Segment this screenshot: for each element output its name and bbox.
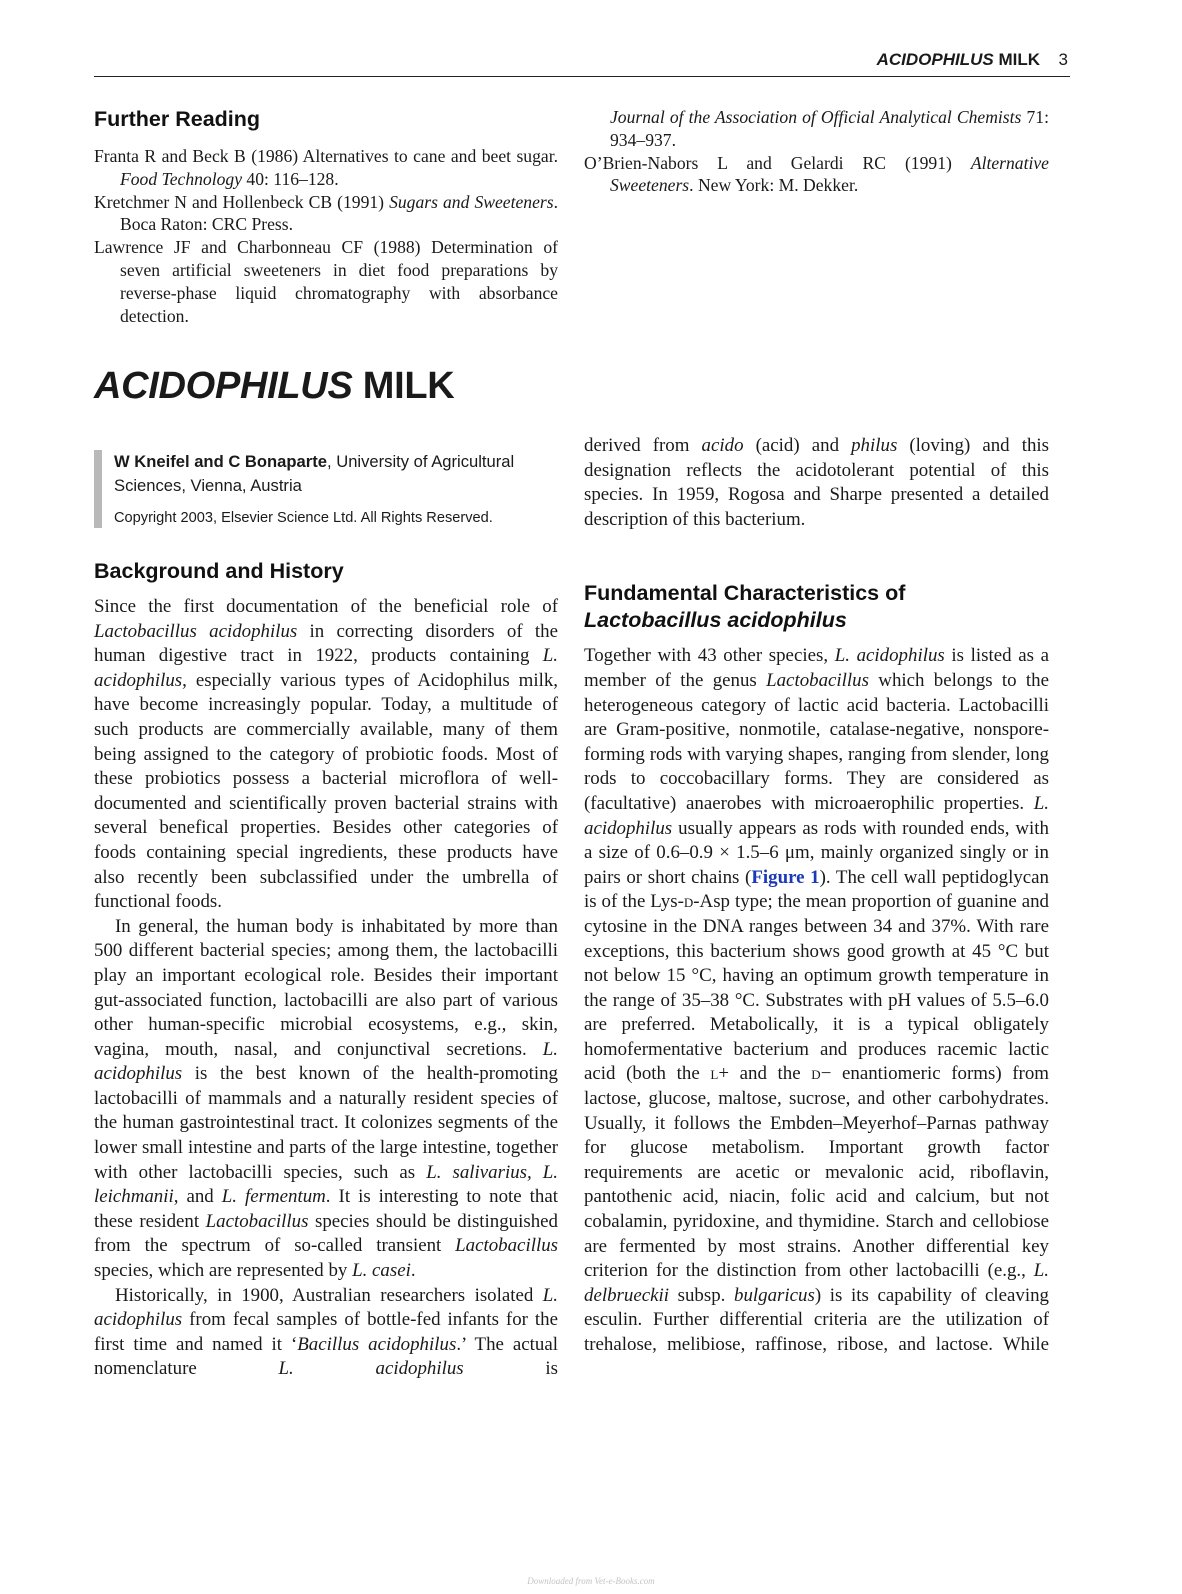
running-head-title: ACIDOPHILUS MILK — [876, 50, 1040, 69]
footer-watermark: Downloaded from Vet-e-Books.com — [527, 1576, 655, 1586]
reference-continuation: Journal of the Association of Official Analytical Chemists 71: 934–937. — [610, 107, 1049, 150]
background-paragraph-3-continuation: derived from acido (acid) and philus (loving) and this designation reflects the acidotolerant potential of this species. In 1959, Rogosa and Sharpe presented a detailed description of this bacterium. — [584, 435, 1049, 530]
right-column — [584, 434, 1049, 1358]
fundamental-heading: Fundamental Characteristics of Lactobacillus acidophilus — [584, 581, 906, 633]
author-names: W Kneifel and C Bonaparte — [114, 452, 327, 471]
background-paragraph-1: Since the first documentation of the beneficial role of Lactobacillus acidophilus in correcting disorders of the human digestive tract in 1922, products containing L. acidophilus, especially various types of Acidophilus milk, have become increasingly popular. Today, a multitude of such products are commercially available, many of them being assigned to the category of probiotic foods. Most of these probiotics possess a bacterial microflora of well-documented and scientifically proven bacterial strains with several benefical properties. Besides other categories of foods containing special ingredients, these products have also recently been subclassified under the umbrella of functional foods. — [94, 596, 558, 913]
reference-item: O’Brien-Nabors L and Gelardi RC (1991) Alternative Sweeteners. New York: M. Dekker. — [584, 152, 1049, 196]
further-reading-right — [584, 106, 1049, 197]
reference-item: Franta R and Beck B (1986) Alternatives to cane and beet sugar. Food Technology 40: 116–128. — [94, 146, 558, 189]
figure-1-link[interactable]: Figure 1 — [751, 866, 820, 888]
background-paragraph-3: Historically, in 1900, Australian researchers isolated L. acidophilus from fecal samples of bottle-fed infants for the first time and named it ‘Bacillus acidophilus.’ The actual nomenclature L. acidophilus is — [94, 1284, 559, 1380]
left-column — [94, 558, 558, 1382]
further-reading-left — [94, 106, 558, 327]
author-block — [94, 450, 574, 528]
further-reading-heading: Further Reading — [94, 107, 261, 131]
fundamental-paragraph-1: Together with 43 other species, L. acidophilus is listed as a member of the genus Lactobacillus which belongs to the heterogeneous category of lactic acid bacteria. Lactobacilli are Gram-positive, nonmotile, catalase-negative, nonspore-forming rods with varying shapes, ranging from slender, long rods to coccobacillary forms. They are considered as (facultative) anaerobes with microaerophilic properties. L. acidophilus usually appears as rods with rounded ends, with a size of 0.6–0.9 × 1.5–6 μm, mainly organized singly or in pairs or short chains (Figure 1). The cell wall peptidoglycan is of the Lys-d-Asp type; the mean proportion of guanine and cytosine in the DNA ranges between 34 and 37%. With rare exceptions, this bacterium shows good growth at 45 °C but not below 15 °C, having an optimum growth temperature in the range of 35–38 °C. Substrates with pH values of 5.5–6.0 are preferred. Metabolically, it is a typical obligately homofermentative bacterium and produces racemic lactic acid (both the l+ and the d− enantiomeric forms) from lactose, glucose, maltose, sucrose, and other carbohydrates. Usually, it follows the Embden–Meyerhof–Parnas pathway for glucose metabolism. Important growth factor requirements are acetic or mevalonic acid, riboflavin, pantothenic acid, niacin, folic acid and calcium, but not cobalamin, pyridoxine, and thymidine. Starch and cellobiose are fermented by most strains. Another differential key criterion for the distinction from other lactobacilli (e.g., L. delbrueckii subsp. bulgaricus) is its capability of cleaving esculin. Further differential criteria are the utilization of trehalose, melibiose, raffinose, ribose, and lactose. While — [584, 645, 1050, 1355]
page-number: 3 — [1058, 50, 1068, 69]
reference-item: Kretchmer N and Hollenbeck CB (1991) Sugars and Sweeteners. Boca Raton: CRC Press. — [94, 191, 558, 235]
running-head — [94, 50, 1070, 77]
background-heading: Background and History — [94, 559, 344, 583]
background-paragraph-2: In general, the human body is inhabitated by more than 500 different bacterial species; among them, the lactobacilli play an important ecological role. Besides their important gut-associated function, lactobacilli are also part of various other human-specific microbial ecosystems, e.g., skin, vagina, mouth, nasal, and conjunctival secretions. L. acidophilus is the best known of the health-promoting lactobacilli of mammals and a naturally resident species of the human gastrointestinal tract. It colonizes segments of the lower small intestine and parts of the large intestine, together with other lactobacilli species, such as L. salivarius, L. leichmanii, and L. fermentum. It is interesting to note that these resident Lactobacillus species should be distinguished from the spectrum of so-called transient Lactobacillus species, which are represented by L. casei. — [94, 915, 559, 1282]
reference-item: Lawrence JF and Charbonneau CF (1988) Determination of seven artificial sweeteners in diet food preparations by reverse-phase liquid chromatography with absorbance detection. — [94, 237, 558, 326]
article-title: ACIDOPHILUS MILK — [94, 365, 455, 407]
author-affiliation: W Kneifel and C Bonaparte, University of Agricultural Sciences, Vienna, Austria — [114, 452, 515, 495]
copyright-notice: Copyright 2003, Elsevier Science Ltd. All Rights Reserved. — [114, 510, 493, 526]
